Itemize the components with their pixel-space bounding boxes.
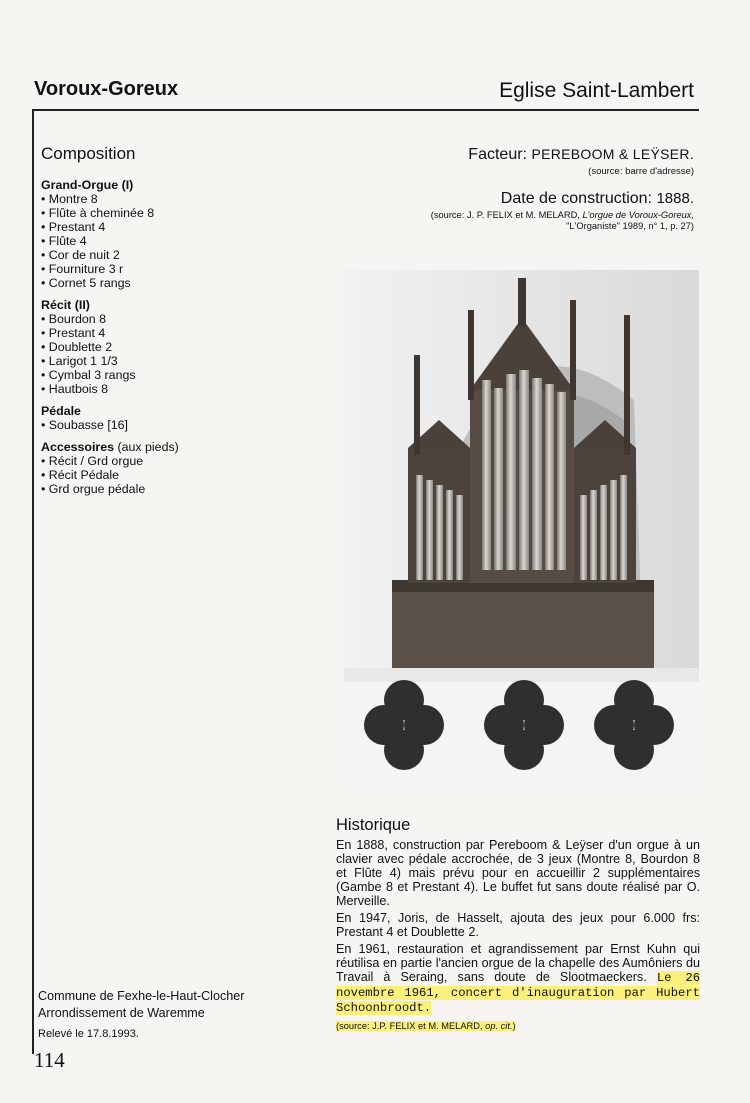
stop-item: • Fourniture 3 r — [41, 262, 301, 276]
historique-heading: Historique — [336, 816, 411, 834]
stop-item: • Bourdon 8 — [41, 312, 301, 326]
top-rule — [32, 109, 699, 111]
releve-date: Relevé le 17.8.1993. — [38, 1028, 139, 1040]
recit-heading: Récit (II) — [41, 298, 90, 312]
composition-list — [41, 178, 301, 496]
facteur-line: Facteur: PEREBOOM & LEŸSER. — [468, 146, 694, 163]
stop-item: • Doublette 2 — [41, 340, 301, 354]
stop-item: • Prestant 4 — [41, 326, 301, 340]
left-rule — [32, 109, 34, 1054]
inauguration-highlight: Le 26 novembre 1961, concert d'inauguration par Hubert Schoonbroodt. — [336, 971, 701, 1015]
historique-source: (source: J.P. FELIX et M. MELARD, op. cit.) — [336, 1021, 516, 1031]
stop-item: • Récit Pédale — [41, 468, 301, 482]
stop-item: • Larigot 1 1/3 — [41, 354, 301, 368]
accessoires-heading: Accessoires (aux pieds) — [41, 440, 179, 454]
historique-paragraph: En 1888, construction par Pereboom & Leÿser d'un orgue à un clavier avec pédale accrochée, de 3 jeux (Montre 8, Bourdon 8 et Flûte 4) mais prévu pour en accueillir 2 supplémentaires (Gambe 8 et Prestant 4). Le buffet fut sans doute réalisé par O. Merveille. — [336, 838, 700, 908]
stop-item: • Flûte 4 — [41, 234, 301, 248]
commune-block — [38, 988, 244, 1022]
arrondissement-name: Arrondissement de Waremme — [38, 1006, 205, 1020]
stop-item: • Cor de nuit 2 — [41, 248, 301, 262]
commune-name: Commune de Fexhe-le-Haut-Clocher — [38, 989, 245, 1003]
stop-item: • Cymbal 3 rangs — [41, 368, 301, 382]
historique-text — [336, 838, 700, 1033]
stop-item: • Prestant 4 — [41, 220, 301, 234]
grand-orgue-stops — [41, 192, 301, 290]
composition-heading: Composition — [41, 144, 136, 163]
stop-item: • Hautbois 8 — [41, 382, 301, 396]
historique-paragraph: En 1961, restauration et agrandissement par Ernst Kuhn qui réutilisa en partie l'ancien orgue de la chapelle des Aumôniers du Travail à Seraing, sans doute de Slootmaeckers. Le 26 novembre 1961, concert d'inauguration par Hubert Schoonbroodt. — [336, 942, 701, 1015]
page-number: 114 — [34, 1048, 65, 1072]
construction-line: Date de construction: 1888. — [500, 190, 694, 207]
stop-item: • Grd orgue pédale — [41, 482, 301, 496]
accessoires-list — [41, 454, 301, 496]
stop-item: • Montre 8 — [41, 192, 301, 206]
stop-item: • Cornet 5 rangs — [41, 276, 301, 290]
construction-source: (source: J. P. FELIX et M. MELARD, L'orgue de Voroux-Goreux, "L'Organiste" 1989, n° 1, p. 27) — [430, 210, 694, 231]
pedale-heading: Pédale — [41, 404, 81, 418]
recit-stops — [41, 312, 301, 396]
church-title: Eglise Saint-Lambert — [499, 79, 694, 102]
location-title: Voroux-Goreux — [34, 78, 179, 100]
grand-orgue-heading: Grand-Orgue (I) — [41, 178, 134, 192]
pedale-stops — [41, 418, 301, 432]
organ-photo — [344, 270, 699, 795]
stop-item: • Soubasse [16] — [41, 418, 301, 432]
historique-paragraph: En 1947, Joris, de Hasselt, ajouta des jeux pour 6.000 frs: Prestant 4 et Doublette 2. — [336, 911, 700, 939]
facteur-source: (source: barre d'adresse) — [588, 166, 694, 177]
stop-item: • Récit / Grd orgue — [41, 454, 301, 468]
stop-item: • Flûte à cheminée 8 — [41, 206, 301, 220]
